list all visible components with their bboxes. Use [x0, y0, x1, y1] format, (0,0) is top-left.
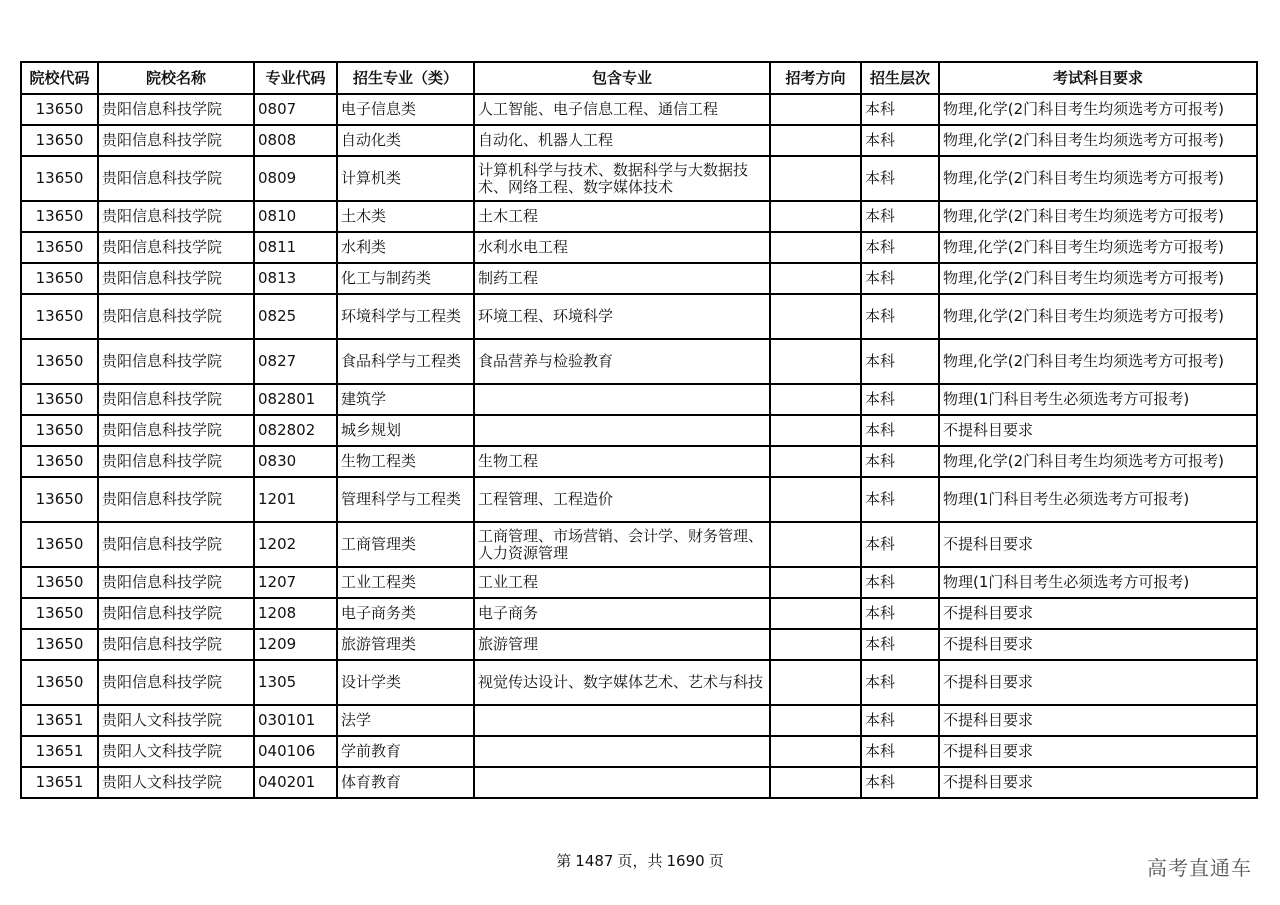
footer-suffix: 页 — [708, 852, 724, 870]
cell-school-name: 贵阳信息科技学院 — [98, 232, 254, 263]
cell-major-code: 0827 — [254, 339, 337, 384]
cell-included-majors: 人工智能、电子信息工程、通信工程 — [474, 94, 770, 125]
cell-school-name: 贵阳信息科技学院 — [98, 156, 254, 201]
cell-school-name: 贵阳人文科技学院 — [98, 736, 254, 767]
cell-school-code: 13651 — [21, 767, 98, 798]
cell-major-category: 体育教育 — [337, 767, 474, 798]
header-level: 招生层次 — [861, 62, 939, 94]
cell-subject-requirement: 不提科目要求 — [939, 705, 1257, 736]
cell-subject-requirement: 物理,化学(2门科目考生均须选考方可报考) — [939, 232, 1257, 263]
cell-direction — [770, 477, 861, 522]
cell-direction — [770, 629, 861, 660]
cell-subject-requirement: 不提科目要求 — [939, 660, 1257, 705]
cell-school-code: 13650 — [21, 384, 98, 415]
cell-subject-requirement: 不提科目要求 — [939, 736, 1257, 767]
cell-included-majors: 环境工程、环境科学 — [474, 294, 770, 339]
cell-school-name: 贵阳信息科技学院 — [98, 339, 254, 384]
cell-included-majors — [474, 705, 770, 736]
table-row — [21, 384, 1257, 415]
cell-school-name: 贵阳信息科技学院 — [98, 294, 254, 339]
cell-subject-requirement: 物理,化学(2门科目考生均须选考方可报考) — [939, 294, 1257, 339]
cell-subject-requirement: 物理,化学(2门科目考生均须选考方可报考) — [939, 94, 1257, 125]
cell-direction — [770, 567, 861, 598]
footer-mid: 页，共 — [617, 852, 663, 870]
cell-major-code: 1202 — [254, 522, 337, 567]
cell-school-name: 贵阳信息科技学院 — [98, 263, 254, 294]
cell-subject-requirement: 物理(1门科目考生必须选考方可报考) — [939, 384, 1257, 415]
cell-direction — [770, 156, 861, 201]
table-row — [21, 598, 1257, 629]
cell-school-code: 13650 — [21, 446, 98, 477]
cell-subject-requirement: 物理(1门科目考生必须选考方可报考) — [939, 477, 1257, 522]
cell-level: 本科 — [861, 263, 939, 294]
cell-school-code: 13650 — [21, 156, 98, 201]
cell-school-code: 13650 — [21, 263, 98, 294]
cell-major-code: 040201 — [254, 767, 337, 798]
cell-direction — [770, 125, 861, 156]
cell-major-code: 0830 — [254, 446, 337, 477]
cell-school-name: 贵阳人文科技学院 — [98, 767, 254, 798]
cell-school-name: 贵阳信息科技学院 — [98, 125, 254, 156]
table-row — [21, 522, 1257, 567]
table-body — [21, 94, 1257, 798]
cell-level: 本科 — [861, 629, 939, 660]
cell-school-name: 贵阳信息科技学院 — [98, 201, 254, 232]
cell-major-category: 计算机类 — [337, 156, 474, 201]
cell-major-category: 水利类 — [337, 232, 474, 263]
cell-direction — [770, 446, 861, 477]
cell-level: 本科 — [861, 339, 939, 384]
cell-included-majors: 制药工程 — [474, 263, 770, 294]
page-footer — [0, 850, 1280, 871]
cell-subject-requirement: 物理,化学(2门科目考生均须选考方可报考) — [939, 201, 1257, 232]
cell-included-majors: 电子商务 — [474, 598, 770, 629]
cell-major-category: 城乡规划 — [337, 415, 474, 446]
cell-level: 本科 — [861, 125, 939, 156]
cell-included-majors: 视觉传达设计、数字媒体艺术、艺术与科技 — [474, 660, 770, 705]
cell-school-name: 贵阳信息科技学院 — [98, 384, 254, 415]
table-row — [21, 567, 1257, 598]
cell-direction — [770, 598, 861, 629]
cell-major-code: 0810 — [254, 201, 337, 232]
cell-school-name: 贵阳信息科技学院 — [98, 567, 254, 598]
cell-major-code: 0809 — [254, 156, 337, 201]
cell-level: 本科 — [861, 384, 939, 415]
table-row — [21, 767, 1257, 798]
cell-direction — [770, 94, 861, 125]
cell-subject-requirement: 物理,化学(2门科目考生均须选考方可报考) — [939, 339, 1257, 384]
cell-direction — [770, 232, 861, 263]
cell-major-category: 化工与制药类 — [337, 263, 474, 294]
cell-level: 本科 — [861, 567, 939, 598]
cell-major-code: 1201 — [254, 477, 337, 522]
cell-major-category: 学前教育 — [337, 736, 474, 767]
cell-included-majors — [474, 415, 770, 446]
cell-direction — [770, 767, 861, 798]
cell-major-code: 1305 — [254, 660, 337, 705]
cell-direction — [770, 294, 861, 339]
cell-included-majors: 水利水电工程 — [474, 232, 770, 263]
cell-subject-requirement: 物理,化学(2门科目考生均须选考方可报考) — [939, 446, 1257, 477]
cell-level: 本科 — [861, 294, 939, 339]
cell-direction — [770, 705, 861, 736]
cell-major-code: 0813 — [254, 263, 337, 294]
cell-school-code: 13650 — [21, 94, 98, 125]
cell-included-majors: 旅游管理 — [474, 629, 770, 660]
table-row — [21, 263, 1257, 294]
table-row — [21, 94, 1257, 125]
cell-major-category: 电子信息类 — [337, 94, 474, 125]
table-row — [21, 477, 1257, 522]
cell-major-code: 0825 — [254, 294, 337, 339]
table-row — [21, 415, 1257, 446]
header-direction: 招考方向 — [770, 62, 861, 94]
cell-major-category: 工业工程类 — [337, 567, 474, 598]
cell-major-code: 1207 — [254, 567, 337, 598]
cell-school-code: 13650 — [21, 598, 98, 629]
cell-level: 本科 — [861, 201, 939, 232]
cell-school-name: 贵阳信息科技学院 — [98, 629, 254, 660]
cell-major-category: 建筑学 — [337, 384, 474, 415]
cell-level: 本科 — [861, 232, 939, 263]
cell-major-category: 自动化类 — [337, 125, 474, 156]
cell-included-majors — [474, 384, 770, 415]
cell-school-code: 13650 — [21, 477, 98, 522]
table-row — [21, 294, 1257, 339]
cell-school-name: 贵阳人文科技学院 — [98, 705, 254, 736]
cell-school-name: 贵阳信息科技学院 — [98, 598, 254, 629]
cell-direction — [770, 415, 861, 446]
table-row — [21, 446, 1257, 477]
cell-school-name: 贵阳信息科技学院 — [98, 660, 254, 705]
cell-major-category: 管理科学与工程类 — [337, 477, 474, 522]
watermark-text: 高考直通车 — [1147, 856, 1252, 880]
cell-school-code: 13650 — [21, 629, 98, 660]
cell-school-name: 贵阳信息科技学院 — [98, 522, 254, 567]
cell-school-code: 13650 — [21, 567, 98, 598]
cell-school-code: 13650 — [21, 232, 98, 263]
header-major-code: 专业代码 — [254, 62, 337, 94]
cell-major-category: 工商管理类 — [337, 522, 474, 567]
cell-major-category: 生物工程类 — [337, 446, 474, 477]
table-row — [21, 736, 1257, 767]
cell-major-code: 030101 — [254, 705, 337, 736]
table-row — [21, 705, 1257, 736]
cell-level: 本科 — [861, 477, 939, 522]
table-row — [21, 232, 1257, 263]
cell-subject-requirement: 不提科目要求 — [939, 629, 1257, 660]
cell-subject-requirement: 不提科目要求 — [939, 767, 1257, 798]
cell-level: 本科 — [861, 94, 939, 125]
cell-major-code: 040106 — [254, 736, 337, 767]
cell-included-majors — [474, 736, 770, 767]
cell-major-category: 设计学类 — [337, 660, 474, 705]
cell-included-majors: 食品营养与检验教育 — [474, 339, 770, 384]
table-row — [21, 156, 1257, 201]
footer-total-pages: 1690 — [666, 852, 705, 870]
cell-major-category: 土木类 — [337, 201, 474, 232]
table-row — [21, 660, 1257, 705]
cell-major-code: 082801 — [254, 384, 337, 415]
cell-school-name: 贵阳信息科技学院 — [98, 477, 254, 522]
header-school-code: 院校代码 — [21, 62, 98, 94]
footer-page-number: 1487 — [575, 852, 614, 870]
cell-level: 本科 — [861, 446, 939, 477]
cell-level: 本科 — [861, 705, 939, 736]
cell-major-code: 082802 — [254, 415, 337, 446]
cell-direction — [770, 384, 861, 415]
cell-school-code: 13650 — [21, 660, 98, 705]
cell-major-category: 环境科学与工程类 — [337, 294, 474, 339]
cell-direction — [770, 339, 861, 384]
cell-school-code: 13650 — [21, 339, 98, 384]
cell-school-code: 13651 — [21, 705, 98, 736]
enrollment-table — [20, 61, 1258, 799]
cell-included-majors: 工程管理、工程造价 — [474, 477, 770, 522]
table-row — [21, 201, 1257, 232]
table-row — [21, 125, 1257, 156]
cell-school-name: 贵阳信息科技学院 — [98, 415, 254, 446]
cell-included-majors: 土木工程 — [474, 201, 770, 232]
cell-subject-requirement: 不提科目要求 — [939, 415, 1257, 446]
cell-level: 本科 — [861, 598, 939, 629]
cell-level: 本科 — [861, 522, 939, 567]
cell-direction — [770, 736, 861, 767]
cell-level: 本科 — [861, 736, 939, 767]
cell-subject-requirement: 物理,化学(2门科目考生均须选考方可报考) — [939, 263, 1257, 294]
header-included-majors: 包含专业 — [474, 62, 770, 94]
cell-direction — [770, 263, 861, 294]
cell-included-majors: 工商管理、市场营销、会计学、财务管理、人力资源管理 — [474, 522, 770, 567]
header-subject-requirement: 考试科目要求 — [939, 62, 1257, 94]
cell-major-category: 法学 — [337, 705, 474, 736]
cell-included-majors: 工业工程 — [474, 567, 770, 598]
cell-school-code: 13651 — [21, 736, 98, 767]
cell-subject-requirement: 物理,化学(2门科目考生均须选考方可报考) — [939, 156, 1257, 201]
cell-major-code: 0808 — [254, 125, 337, 156]
cell-school-code: 13650 — [21, 125, 98, 156]
cell-direction — [770, 522, 861, 567]
cell-included-majors: 计算机科学与技术、数据科学与大数据技术、网络工程、数字媒体技术 — [474, 156, 770, 201]
cell-direction — [770, 660, 861, 705]
cell-school-code: 13650 — [21, 201, 98, 232]
cell-level: 本科 — [861, 415, 939, 446]
cell-level: 本科 — [861, 156, 939, 201]
cell-major-category: 旅游管理类 — [337, 629, 474, 660]
header-major-category: 招生专业（类） — [337, 62, 474, 94]
cell-school-code: 13650 — [21, 415, 98, 446]
cell-direction — [770, 201, 861, 232]
table-row — [21, 629, 1257, 660]
cell-subject-requirement: 物理(1门科目考生必须选考方可报考) — [939, 567, 1257, 598]
cell-school-code: 13650 — [21, 522, 98, 567]
cell-major-code: 0811 — [254, 232, 337, 263]
header-school-name: 院校名称 — [98, 62, 254, 94]
cell-school-name: 贵阳信息科技学院 — [98, 446, 254, 477]
footer-prefix: 第 — [556, 852, 572, 870]
cell-included-majors: 自动化、机器人工程 — [474, 125, 770, 156]
cell-included-majors — [474, 767, 770, 798]
cell-subject-requirement: 不提科目要求 — [939, 598, 1257, 629]
cell-major-code: 1209 — [254, 629, 337, 660]
cell-subject-requirement: 不提科目要求 — [939, 522, 1257, 567]
cell-level: 本科 — [861, 767, 939, 798]
cell-school-code: 13650 — [21, 294, 98, 339]
table-header-row — [21, 62, 1257, 94]
cell-school-name: 贵阳信息科技学院 — [98, 94, 254, 125]
cell-major-category: 电子商务类 — [337, 598, 474, 629]
cell-major-code: 1208 — [254, 598, 337, 629]
cell-level: 本科 — [861, 660, 939, 705]
cell-major-category: 食品科学与工程类 — [337, 339, 474, 384]
cell-subject-requirement: 物理,化学(2门科目考生均须选考方可报考) — [939, 125, 1257, 156]
cell-major-code: 0807 — [254, 94, 337, 125]
table-row — [21, 339, 1257, 384]
cell-included-majors: 生物工程 — [474, 446, 770, 477]
